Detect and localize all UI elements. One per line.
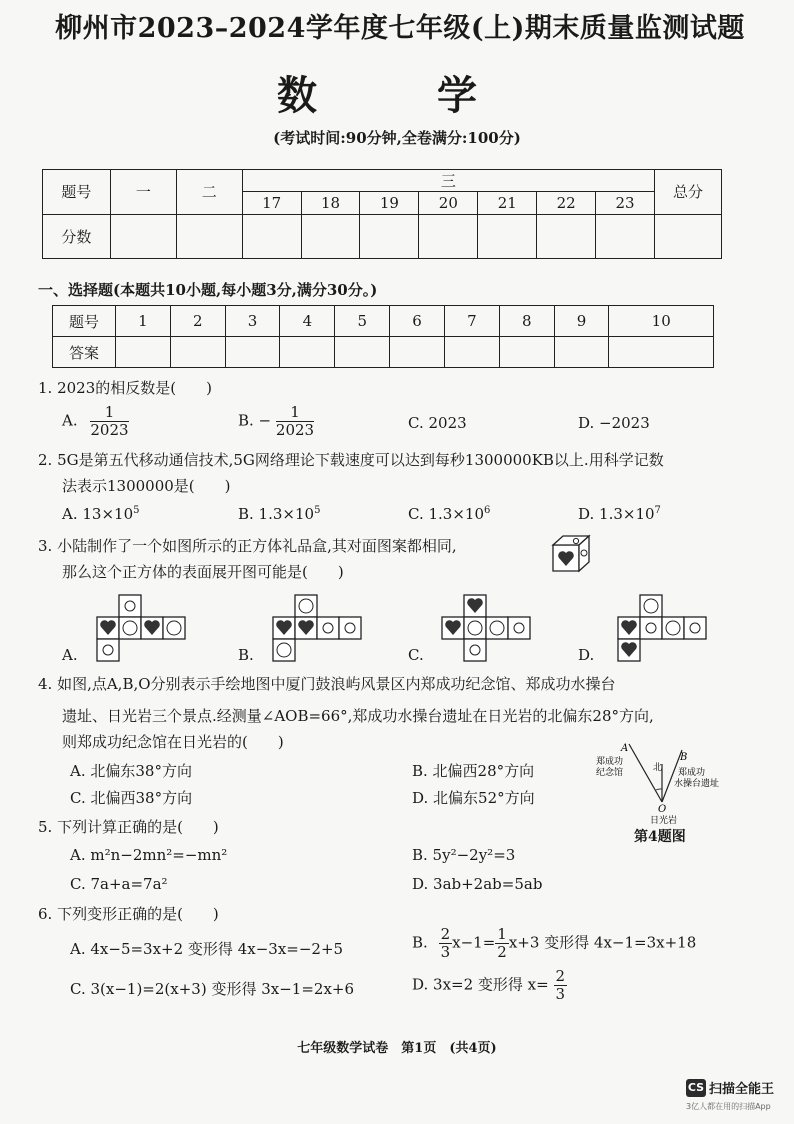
q6-b-frac1-den: 3 (440, 943, 451, 961)
q6-option-c[interactable]: C. 3(x−1)=2(x+3) 变形得 3x−1=2x+6 (70, 980, 355, 998)
scanner-brand (686, 1077, 774, 1097)
score-part3: 三 (242, 170, 654, 192)
fig-a-name2: 纪念馆 (596, 768, 624, 778)
answer-header-label: 题号 (53, 306, 116, 337)
score-sub-17: 17 (242, 192, 301, 214)
q6-b-frac2-den: 2 (497, 943, 507, 961)
score-cell[interactable] (110, 214, 176, 259)
q4-line1: 4. 如图,点A,B,O分别表示手绘地图中厦门鼓浪屿风景区内郑成功纪念馆、郑成功水操台 (38, 675, 616, 693)
q1-b-den: 2023 (275, 421, 315, 439)
score-sub-21: 21 (478, 192, 537, 214)
answer-num-2: 2 (170, 306, 225, 337)
q4-option-c[interactable]: C. 北偏西38°方向 (70, 789, 193, 807)
exam-title: 柳州市2023–2024学年度七年级(上)期末质量监测试题 (55, 13, 745, 44)
score-cell[interactable] (537, 214, 596, 259)
exam-info: (考试时间:90分钟,全卷满分:100分) (273, 129, 521, 147)
score-cell[interactable] (478, 214, 537, 259)
answer-num-4: 4 (280, 306, 335, 337)
score-table (42, 169, 722, 259)
q2-c-exp: 6 (484, 505, 491, 516)
q1-option-c[interactable]: C. 2023 (408, 414, 467, 432)
answer-cell[interactable] (225, 337, 280, 368)
q3-option-b[interactable]: B. (238, 646, 254, 664)
q3-option-a[interactable]: A. (62, 646, 78, 664)
q2-line1: 2. 5G是第五代移动通信技术,5G网络理论下载速度可以达到每秒1300000KB以上.用科学记数 (38, 451, 664, 469)
q1-a-den: 2023 (90, 421, 129, 439)
q1-stem: 1. 2023的相反数是( ) (38, 379, 212, 397)
cs-logo-icon: CS (686, 1079, 706, 1097)
q6-b-frac2-num: 1 (497, 925, 507, 943)
q3-line2: 那么这个正方体的表面展开图可能是( ) (62, 563, 344, 581)
q6-b-mid: x−1= (452, 933, 496, 952)
q5-option-b[interactable]: B. 5y²−2y²=3 (412, 846, 516, 864)
q1-a-num: 1 (90, 404, 128, 422)
score-cell[interactable] (596, 214, 655, 259)
page-footer: 七年级数学试卷 第1页 (共4页) (297, 1041, 497, 1056)
q1-option-a[interactable] (62, 404, 129, 439)
score-part2: 二 (176, 170, 242, 215)
net-option-c[interactable] (441, 593, 533, 663)
net-option-b[interactable] (272, 593, 364, 663)
score-header-label: 题号 (43, 170, 111, 215)
score-row-label: 分数 (43, 214, 111, 259)
q2-d-text: D. 1.3×10 (578, 505, 655, 523)
answer-cell[interactable] (609, 337, 714, 368)
q3-option-d[interactable]: D. (578, 646, 595, 664)
fig-a-name1: 郑成功 (596, 757, 624, 767)
score-sub-23: 23 (596, 192, 655, 214)
answer-table (52, 305, 714, 368)
q2-b-exp: 5 (314, 505, 321, 516)
q2-a-exp: 5 (133, 505, 140, 516)
score-part1: 一 (110, 170, 176, 215)
fig-point-o: O (658, 804, 667, 815)
q3-line1: 3. 小陆制作了一个如图所示的正方体礼品盒,其对面图案都相同, (38, 537, 457, 555)
q6-b-prefix: B. (412, 933, 428, 952)
net-option-a[interactable] (96, 593, 188, 663)
answer-num-5: 5 (335, 306, 390, 337)
score-cell[interactable] (176, 214, 242, 259)
q1-b-fraction (276, 404, 314, 439)
answer-num-10: 10 (609, 306, 714, 337)
q2-d-exp: 7 (654, 505, 661, 516)
q2-c-text: C. 1.3×10 (408, 505, 484, 523)
fig-point-a: A (621, 743, 629, 754)
q2-option-c[interactable] (408, 505, 490, 523)
answer-num-1: 1 (116, 306, 171, 337)
fig-b-name2: 水操台遗址 (674, 779, 720, 789)
q5-stem: 5. 下列计算正确的是( ) (38, 818, 219, 836)
net-option-d[interactable] (617, 593, 709, 663)
score-cell[interactable] (301, 214, 360, 259)
q3-option-c[interactable]: C. (408, 646, 424, 664)
brand-tagline: 3亿人都在用的扫描App (686, 1102, 771, 1111)
fig-o-name: 日光岩 (650, 816, 678, 824)
score-cell[interactable] (419, 214, 478, 259)
q6-option-a[interactable]: A. 4x−5=3x+2 变形得 4x−3x=−2+5 (70, 940, 344, 958)
q1-option-d[interactable]: D. −2023 (578, 414, 650, 432)
answer-cell[interactable] (499, 337, 554, 368)
q2-a-text: A. 13×10 (62, 505, 134, 523)
q6-d-frac (554, 968, 568, 1003)
subject-title: 数 学 (277, 72, 517, 119)
q4-option-d[interactable]: D. 北偏东52°方向 (412, 789, 535, 807)
q5-option-c[interactable]: C. 7a+a=7a² (70, 875, 168, 893)
answer-cell[interactable] (116, 337, 171, 368)
answer-num-6: 6 (390, 306, 445, 337)
score-sub-18: 18 (301, 192, 360, 214)
answer-cell[interactable] (280, 337, 335, 368)
answer-num-9: 9 (554, 306, 609, 337)
q4-line2: 遗址、日光岩三个景点.经测量∠AOB=66°,郑成功水操台遗址在日光岩的北偏东28°方向, (62, 707, 654, 725)
q6-stem: 6. 下列变形正确的是( ) (38, 905, 219, 923)
answer-cell[interactable] (390, 337, 445, 368)
score-sub-19: 19 (360, 192, 419, 214)
q4-option-b[interactable]: B. 北偏西28°方向 (412, 762, 535, 780)
q6-b-frac1-num: 2 (440, 925, 451, 943)
q1-b-num: 1 (276, 404, 314, 422)
answer-num-3: 3 (225, 306, 280, 337)
score-cell[interactable] (655, 214, 722, 259)
q1-b-prefix: B. − (238, 411, 272, 430)
q6-d-num: 2 (555, 967, 566, 985)
q5-option-d[interactable]: D. 3ab+2ab=5ab (412, 875, 543, 893)
q5-option-a[interactable]: A. m²n−2mn²=−mn² (70, 846, 228, 864)
q6-d-prefix: D. 3x=2 变形得 x= (412, 975, 549, 994)
q2-option-a[interactable] (62, 505, 140, 523)
answer-cell[interactable] (170, 337, 225, 368)
fig-point-b: B (680, 752, 688, 763)
q4-line3: 则郑成功纪念馆在日光岩的( ) (62, 733, 284, 751)
answer-cell[interactable] (335, 337, 390, 368)
answer-row-label: 答案 (53, 337, 116, 368)
q6-option-d[interactable] (412, 968, 567, 1003)
section-heading: 一、选择题(本题共10小题,每小题3分,满分30分。) (38, 281, 378, 299)
q6-b-frac1 (439, 926, 453, 961)
q6-option-b[interactable] (412, 926, 696, 961)
q2-line2: 法表示1300000是( ) (62, 477, 231, 495)
fig-north: 北 (653, 763, 663, 773)
q6-b-frac2 (495, 926, 509, 961)
q2-option-b[interactable] (238, 505, 320, 523)
q4-figure-caption: 第4题图 (634, 829, 686, 845)
score-cell[interactable] (360, 214, 419, 259)
q1-a-prefix: A. (62, 411, 78, 430)
q6-b-end: x+3 变形得 4x−1=3x+18 (508, 933, 697, 952)
answer-cell[interactable] (444, 337, 499, 368)
q6-d-den: 3 (555, 985, 566, 1003)
score-total: 总分 (655, 170, 722, 215)
q4-option-a[interactable]: A. 北偏东38°方向 (70, 762, 192, 780)
score-sub-22: 22 (537, 192, 596, 214)
fig-b-name1: 郑成功 (678, 768, 706, 778)
q4-figure (592, 742, 742, 824)
answer-num-7: 7 (444, 306, 499, 337)
answer-num-8: 8 (499, 306, 554, 337)
cube-figure (549, 533, 593, 573)
q1-option-b[interactable] (238, 404, 314, 439)
q2-option-d[interactable] (578, 505, 661, 523)
q1-a-fraction (90, 404, 128, 439)
score-cell[interactable] (242, 214, 301, 259)
q2-b-text: B. 1.3×10 (238, 505, 315, 523)
score-sub-20: 20 (419, 192, 478, 214)
brand-name: 扫描全能王 (709, 1082, 775, 1097)
answer-cell[interactable] (554, 337, 609, 368)
